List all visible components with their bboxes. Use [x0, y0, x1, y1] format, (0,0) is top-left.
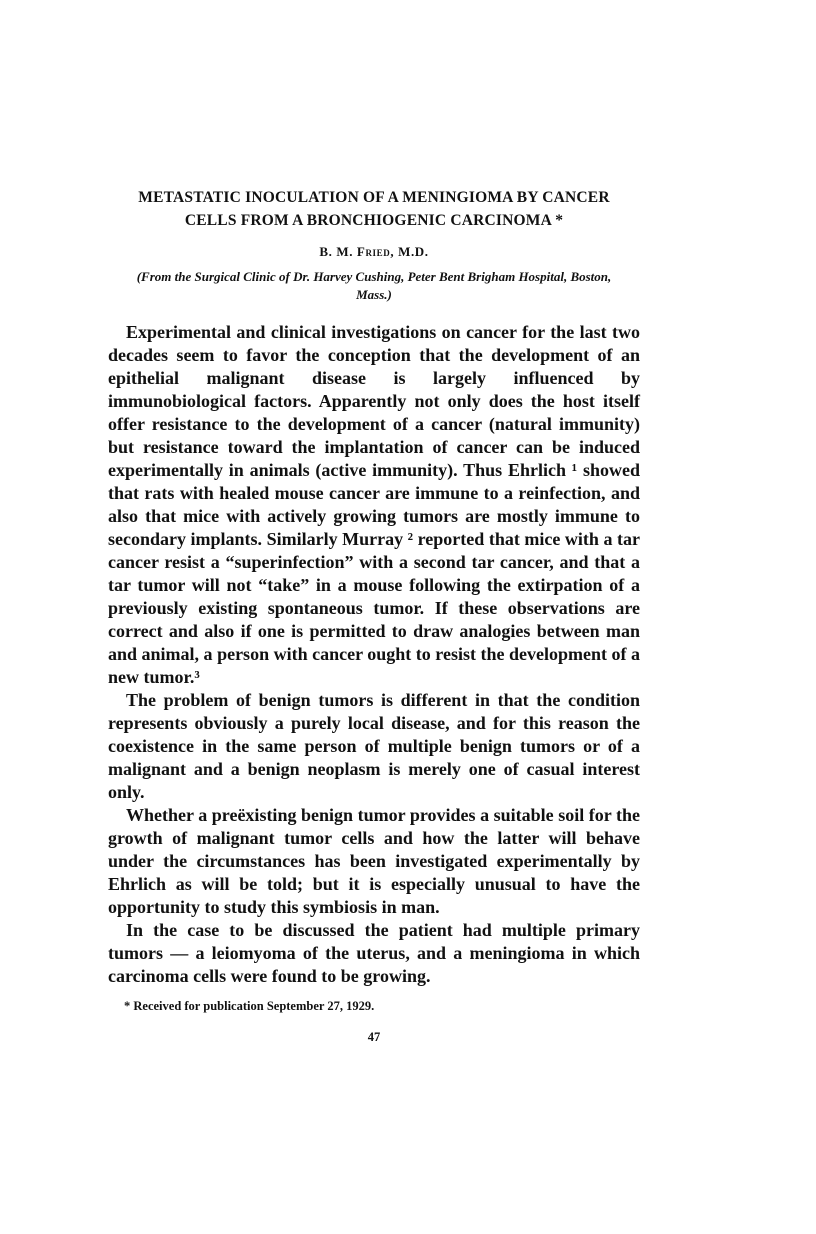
author-surname: Fried — [356, 244, 391, 259]
article-body — [108, 321, 640, 988]
body-paragraph-2: The problem of benign tumors is different in that the condition represents obviously a purely local disease, and for this reason the coexistence in the same person of multiple benign tumors or of a malignant and a benign neoplasm is merely one of casual interest only. — [108, 690, 640, 802]
body-paragraph-3: Whether a preëxisting benign tumor provides a suitable soil for the growth of malignant tumor cells and how the latter will behave under the circumstances has been investigated experimentally by Ehrlich as will be told; but it is especially unusual to have the opportunity to study this symbiosis in man. — [108, 805, 640, 917]
publication-footnote: * Received for publication September 27, 1929. — [124, 999, 375, 1013]
article-title-line-1: METASTATIC INOCULATION OF A MENINGIOMA BY CANCER — [138, 189, 610, 206]
author-byline — [108, 244, 640, 260]
article-title-line-2: CELLS FROM A BRONCHIOGENIC CARCINOMA * — [184, 212, 564, 229]
body-paragraph-4: In the case to be discussed the patient had multiple primary tumors — a leiomyoma of the uterus, and a meningioma in which carcinoma cells were found to be growing. — [108, 920, 640, 986]
page-number: 47 — [367, 1030, 381, 1044]
author-initials: B. M. — [319, 244, 354, 259]
author-affiliation: (From the Surgical Clinic of Dr. Harvey Cushing, Peter Bent Brigham Hospital, Boston, Mass.) — [136, 269, 612, 302]
body-paragraph-1: Experimental and clinical investigations on cancer for the last two decades seem to favor the conception that the development of an epithelial malignant disease is largely influenced by immunobiological factors. Apparently not only does the host itself offer resistance to the development of a cancer (natural immunity) but resistance toward the implantation of cancer can be induced experimentally in animals (active immunity). Thus Ehrlich ¹ showed that rats with healed mouse cancer are immune to a reinfection, and also that mice with actively growing tumors are mostly immune to secondary implants. Similarly Murray ² reported that mice with a tar cancer resist a “superinfection” with a second tar cancer, and that a tar tumor will not “take” in a mouse following the extirpation of a previously existing spontaneous tumor. If these observations are correct and also if one is permitted to draw analogies between man and animal, a person with cancer ought to resist the development of a new tumor.³ — [108, 322, 640, 687]
article-title — [108, 186, 640, 232]
author-degree: , M.D. — [390, 244, 429, 259]
journal-page — [108, 186, 640, 1045]
